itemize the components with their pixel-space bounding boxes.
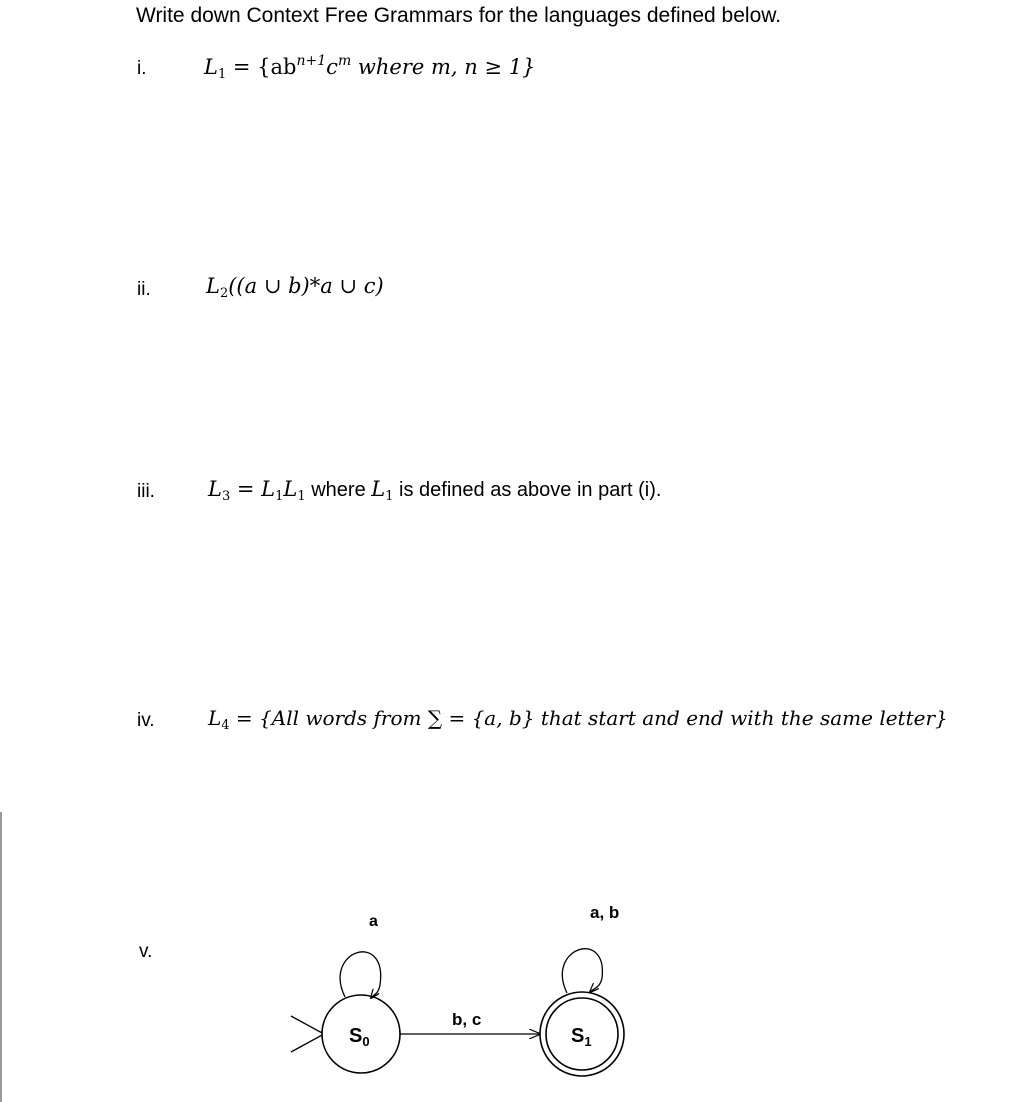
question-number: iii. <box>137 481 155 502</box>
question-number: ii. <box>137 279 151 300</box>
expression-part: L <box>283 477 298 501</box>
lhs-subscript: 3 <box>221 489 231 504</box>
loop-label-s0: a <box>369 913 378 930</box>
subscript: 1 <box>385 489 394 504</box>
subscript: 1 <box>275 489 284 504</box>
exponent: m <box>337 53 352 69</box>
lhs-subscript: 4 <box>221 718 230 733</box>
lhs-subscript: 1 <box>217 67 227 82</box>
expression-text: where <box>305 479 372 501</box>
lhs-symbol: L <box>206 274 220 298</box>
self-loop-s0 <box>340 952 381 998</box>
self-loop-s1 <box>562 949 602 993</box>
expression-part: c <box>326 55 338 79</box>
question-number: iv. <box>137 710 155 731</box>
instruction-text: Write down Context Free Grammars for the languages defined below. <box>136 4 782 27</box>
expression-part: where m, n ≥ 1} <box>351 55 536 79</box>
lhs-subscript: 2 <box>219 286 229 301</box>
expression-part: ((a ∪ b)*a ∪ c) <box>228 274 384 298</box>
transition-label: b, c <box>452 1010 482 1029</box>
state-label: S <box>349 1025 363 1047</box>
expression-part: L <box>371 477 386 501</box>
lhs-symbol: L <box>204 55 218 79</box>
state-label: S <box>571 1025 585 1047</box>
expression-part: = {ab <box>226 55 297 79</box>
question-number: v. <box>139 941 153 962</box>
expression-part: = {All words from ∑ = {a, b} that start and end with the same letter} <box>229 706 948 730</box>
start-arrow <box>291 1016 324 1052</box>
exponent: n+1 <box>296 53 327 69</box>
state-subscript: 1 <box>584 1034 592 1049</box>
loop-label-s1: a, b <box>590 903 620 922</box>
expression-part: = L <box>230 477 276 501</box>
lhs-symbol: L <box>208 477 222 501</box>
question-number: i. <box>137 58 147 79</box>
state-subscript: 0 <box>362 1034 370 1049</box>
subscript: 1 <box>297 489 306 504</box>
lhs-symbol: L <box>208 706 222 730</box>
expression-text: is defined as above in part (i). <box>393 479 662 501</box>
